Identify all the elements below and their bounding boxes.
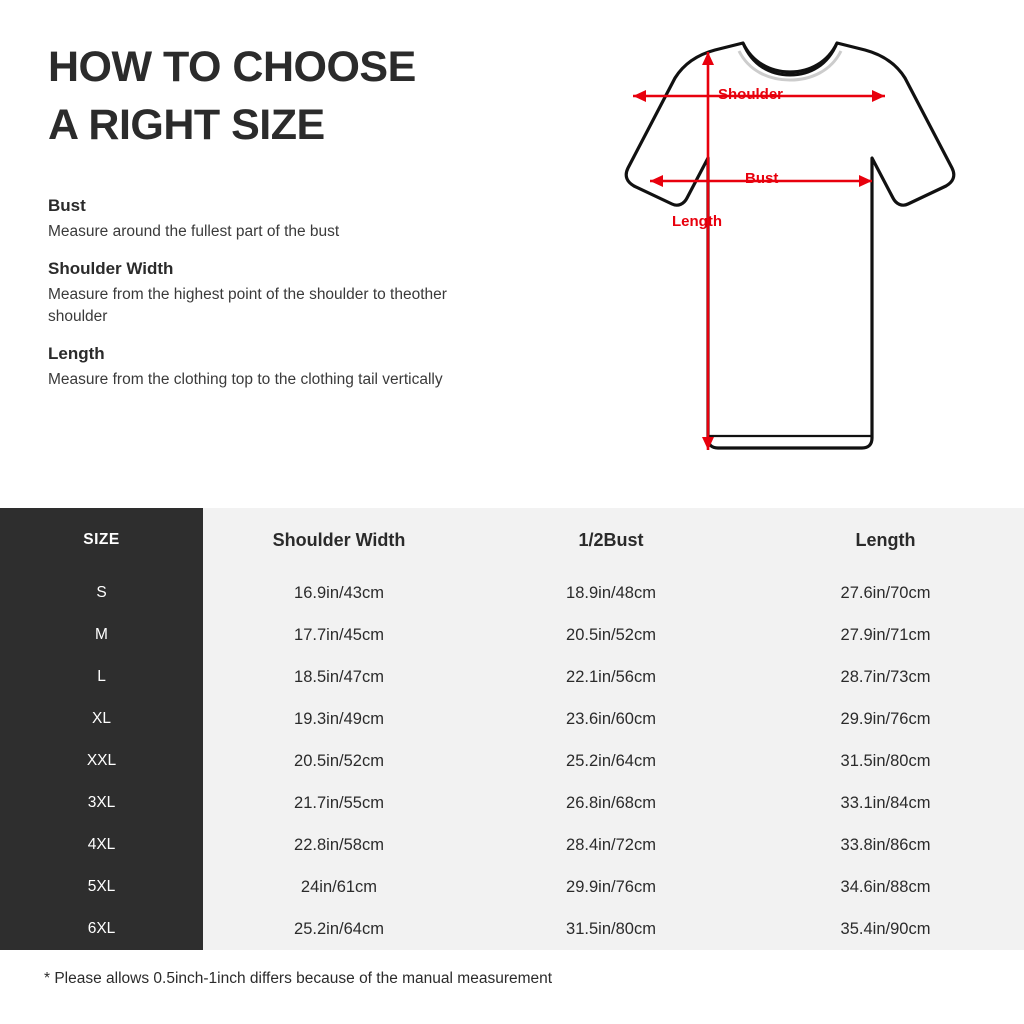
bust-label: Bust	[745, 170, 779, 187]
cell-size: XXL	[0, 740, 203, 782]
table-row	[0, 614, 1024, 656]
size-table	[0, 508, 1024, 950]
page-title-line1: HOW TO CHOOSE	[48, 43, 416, 91]
cell-length: 35.4in/90cm	[747, 908, 1024, 950]
definition-description: Measure around the fullest part of the bust	[48, 223, 340, 240]
cell-half-bust: 29.9in/76cm	[475, 866, 747, 908]
definition-bust	[48, 196, 478, 243]
measurement-definitions	[48, 196, 478, 407]
cell-length: 33.8in/86cm	[747, 824, 1024, 866]
table-row	[0, 740, 1024, 782]
cell-size: 5XL	[0, 866, 203, 908]
table-header-half-bust: 1/2Bust	[475, 508, 747, 572]
table-row	[0, 782, 1024, 824]
cell-size: 3XL	[0, 782, 203, 824]
cell-shoulder-width: 24in/61cm	[203, 866, 475, 908]
table-body	[0, 572, 1024, 950]
definition-shoulder-width	[48, 259, 478, 328]
cell-shoulder-width: 17.7in/45cm	[203, 614, 475, 656]
cell-half-bust: 23.6in/60cm	[475, 698, 747, 740]
tshirt-measurement-diagram	[500, 18, 1000, 488]
cell-length: 29.9in/76cm	[747, 698, 1024, 740]
definition-description: Measure from the highest point of the shoulder to theother shoulder	[48, 286, 447, 325]
definition-term: Length	[48, 344, 105, 363]
top-section	[0, 0, 1024, 508]
cell-half-bust: 31.5in/80cm	[475, 908, 747, 950]
cell-length: 34.6in/88cm	[747, 866, 1024, 908]
cell-shoulder-width: 18.5in/47cm	[203, 656, 475, 698]
cell-shoulder-width: 16.9in/43cm	[203, 572, 475, 614]
cell-length: 28.7in/73cm	[747, 656, 1024, 698]
cell-shoulder-width: 20.5in/52cm	[203, 740, 475, 782]
size-table-wrap	[0, 508, 1024, 950]
definition-term: Bust	[48, 196, 86, 215]
table-header-row	[0, 508, 1024, 572]
cell-size: L	[0, 656, 203, 698]
cell-half-bust: 25.2in/64cm	[475, 740, 747, 782]
table-row	[0, 866, 1024, 908]
table-row	[0, 572, 1024, 614]
cell-size: S	[0, 572, 203, 614]
cell-size: M	[0, 614, 203, 656]
table-row	[0, 656, 1024, 698]
footnote: * Please allows 0.5inch-1inch differs because of the manual measurement	[44, 970, 553, 987]
cell-half-bust: 20.5in/52cm	[475, 614, 747, 656]
cell-half-bust: 18.9in/48cm	[475, 572, 747, 614]
cell-half-bust: 28.4in/72cm	[475, 824, 747, 866]
cell-shoulder-width: 22.8in/58cm	[203, 824, 475, 866]
definition-length	[48, 344, 478, 391]
cell-length: 27.9in/71cm	[747, 614, 1024, 656]
table-row	[0, 698, 1024, 740]
cell-length: 33.1in/84cm	[747, 782, 1024, 824]
cell-size: 6XL	[0, 908, 203, 950]
shoulder-label: Shoulder	[718, 86, 784, 103]
table-row	[0, 908, 1024, 950]
table-header-length: Length	[747, 508, 1024, 572]
page-title-line2: A RIGHT SIZE	[48, 101, 325, 150]
cell-shoulder-width: 21.7in/55cm	[203, 782, 475, 824]
cell-half-bust: 26.8in/68cm	[475, 782, 747, 824]
cell-length: 31.5in/80cm	[747, 740, 1024, 782]
cell-shoulder-width: 25.2in/64cm	[203, 908, 475, 950]
table-row	[0, 824, 1024, 866]
length-label: Length	[672, 213, 722, 230]
cell-size: XL	[0, 698, 203, 740]
table-header-size: SIZE	[0, 508, 203, 572]
definition-term: Shoulder Width	[48, 259, 174, 278]
cell-half-bust: 22.1in/56cm	[475, 656, 747, 698]
cell-length: 27.6in/70cm	[747, 572, 1024, 614]
cell-shoulder-width: 19.3in/49cm	[203, 698, 475, 740]
table-header-shoulder-width: Shoulder Width	[203, 508, 475, 572]
cell-size: 4XL	[0, 824, 203, 866]
definition-description: Measure from the clothing top to the clothing tail vertically	[48, 371, 443, 388]
page-title	[48, 38, 488, 154]
